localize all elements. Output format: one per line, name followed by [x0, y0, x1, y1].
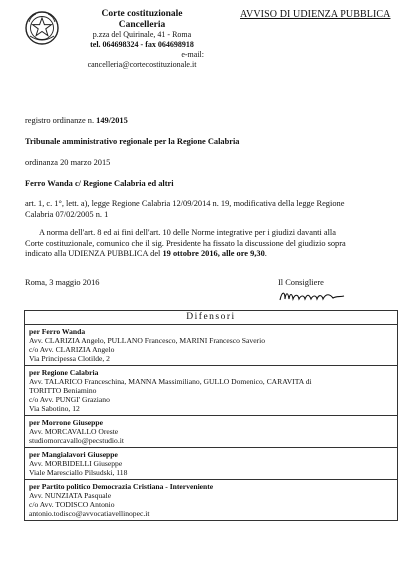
defender-line: Avv. MORCAVALLO Oreste: [29, 427, 119, 436]
defender-line: Via Sabotino, 12: [29, 404, 80, 413]
handwritten-signature: [278, 289, 348, 303]
defender-line: Avv. NUNZIATA Pasquale: [29, 491, 112, 500]
notice-line-suffix: .: [264, 249, 267, 258]
notice-line: [25, 249, 397, 260]
place-date: Roma, 3 maggio 2016: [25, 278, 100, 287]
registry-label: registro ordinanze n.: [25, 116, 95, 125]
notice-title: AVVISO DI UDIENZA PUBBLICA: [240, 9, 391, 20]
case-subject: [25, 199, 397, 220]
notice-line: A norma dell'art. 8 ed ai fini dell'art. 10 delle Norme integrative per i giudizi davanti alla: [39, 228, 336, 237]
subject-line: art. 1, c. 1°, lett. a), legge Regione Calabria 12/09/2014 n. 19, modificativa della legge Regione: [25, 199, 345, 208]
hearing-notice: [25, 228, 397, 260]
defender-party: per Ferro Wanda: [29, 327, 86, 336]
defender-line: Viale Maresciallo Pilsudski, 118: [29, 468, 128, 477]
defender-entry: [25, 416, 397, 448]
court-letterhead: [72, 9, 212, 70]
org-phones: tel. 064698324 - fax 064698918: [90, 40, 194, 49]
notice-line-prefix: indicato alla UDIENZA PUBBLICA del: [25, 249, 163, 258]
notice-line: Corte costituzionale, comunico che il sig. Presidente ha fissato la discussione del giudizio sopra: [25, 238, 346, 248]
defender-party: per Morrone Giuseppe: [29, 418, 103, 427]
org-sub: Cancelleria: [118, 19, 166, 30]
signature-block: [278, 278, 398, 303]
defender-line: Via Principessa Clotilde, 2: [29, 354, 110, 363]
defender-entry: [25, 448, 397, 480]
org-email-label: e-mail:: [181, 50, 204, 59]
ordinance-date: ordinanza 20 marzo 2015: [25, 158, 111, 167]
registry-number: [25, 116, 397, 127]
defender-line: c/o Avv. TODISCO Antonio: [29, 500, 115, 509]
signature-label: Il Consigliere: [278, 278, 324, 287]
defender-party: per Regione Calabria: [29, 368, 99, 377]
defender-party: per Partito politico Democrazia Cristiana - Interveniente: [29, 482, 214, 491]
defender-line: studiomorcavallo@pecstudio.it: [29, 436, 124, 445]
defender-party: per Mangialavori Giuseppe: [29, 450, 118, 459]
defender-line: c/o Avv. PUNGI' Graziano: [29, 395, 110, 404]
republic-emblem-icon: [24, 10, 60, 46]
defender-line: Avv. CLARIZIA Angelo, PULLANO Francesco, MARINI Francesco Saverio: [29, 336, 265, 345]
defenders-title: Difensori: [25, 311, 397, 325]
registry-value: 149/2015: [96, 116, 128, 125]
defender-entry: [25, 480, 397, 520]
org-email: cancelleria@cortecostituzionale.it: [87, 60, 197, 69]
hearing-date: 19 ottobre 2016, alle ore 9,30: [162, 249, 265, 258]
subject-line: Calabria 07/02/2005 n. 1: [25, 209, 109, 219]
defender-line: Avv. MORBIDELLI Giuseppe: [29, 459, 123, 468]
defender-entry: [25, 366, 397, 416]
case-parties: Ferro Wanda c/ Regione Calabria ed altri: [25, 179, 174, 188]
defender-line: Avv. TALARICO Franceschina, MANNA Massimiliano, GULLO Domenico, CARAVITA di: [29, 377, 312, 386]
org-address: p.zza del Quirinale, 41 - Roma: [92, 30, 192, 39]
defender-entry: [25, 325, 397, 366]
tribunal-name: Tribunale amministrativo regionale per la Regione Calabria: [25, 137, 240, 146]
defender-line: antonio.todisco@avvocatiavellinopec.it: [29, 509, 150, 518]
defender-line: c/o Avv. CLARIZIA Angelo: [29, 345, 115, 354]
defender-line: TORITTO Beniamino: [29, 386, 97, 395]
org-name: Corte costituzionale: [101, 9, 183, 19]
defenders-table: [24, 310, 398, 521]
